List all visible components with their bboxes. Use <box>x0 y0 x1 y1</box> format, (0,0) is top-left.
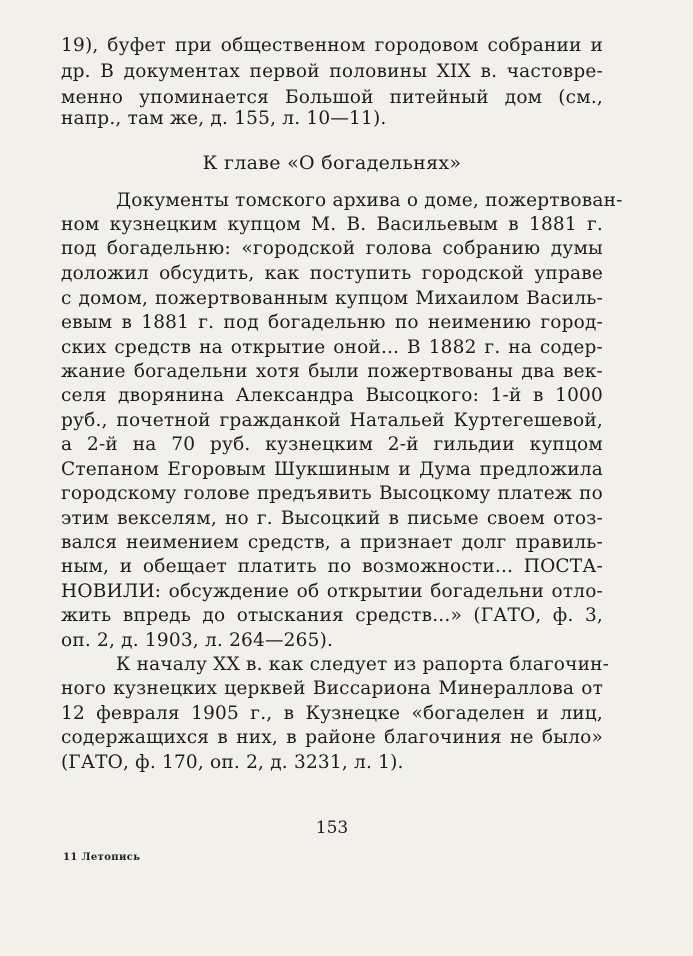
text-line: 12 февраля 1905 г., в Кузнецке «богаделен и лиц, <box>61 703 603 724</box>
text-line: ным, и обещает платить по возможности... ПОСТА- <box>61 556 603 577</box>
text-line: напр., там же, д. 155, л. 10—11). <box>61 108 387 129</box>
text-line: (ГАТО, ф. 170, оп. 2, д. 3231, л. 1). <box>61 752 404 773</box>
text-line: этим векселям, но г. Высоцкий в письме своем отоз- <box>61 508 603 529</box>
text-line: с домом, пожертвованным купцом Михаилом Василь- <box>61 288 603 309</box>
text-line: НОВИЛИ: обсуждение об открытии богадельни отло- <box>61 581 603 602</box>
text-line: ном кузнецким купцом М. В. Васильевым в 1881 г. <box>61 214 603 235</box>
text-line: Документы томского архива о доме, пожертвован- <box>116 190 623 211</box>
text-line: ских средств на открытие оной... В 1882 г. на содер- <box>61 337 603 358</box>
page-number: 153 <box>315 818 349 838</box>
text-line: К началу XX в. как следует из рапорта благочин- <box>116 654 610 675</box>
text-line: Степаном Егоровым Шукшиным и Дума предложила <box>61 459 603 480</box>
text-line: жить впредь до отыскания средств...» (ГАТО, ф. 3, <box>61 605 603 626</box>
text-line: содержащихся в них, в районе благочиния не было» <box>61 727 603 748</box>
text-line: руб., почетной гражданкой Натальей Куртегешевой, <box>61 410 603 431</box>
text-line: ного кузнецких церквей Виссариона Минераллова от <box>61 678 603 699</box>
text-line: селя дворянина Александра Высоцкого: 1-й в 1000 <box>61 385 603 406</box>
text-line: городскому голове предъявить Высоцкому платеж по <box>61 483 603 504</box>
section-heading: К главе «О богадельнях» <box>202 152 462 174</box>
printer-signature: 11 Летопись <box>63 852 141 863</box>
book-page <box>61 0 623 956</box>
text-line: жание богадельни хотя были пожертвованы два век- <box>61 361 603 382</box>
text-line: доложил обсудить, как поступить городской управе <box>61 263 603 284</box>
text-line: оп. 2, д. 1903, л. 264—265). <box>61 630 334 651</box>
text-line: а 2-й на 70 руб. кузнецким 2-й гильдии купцом <box>61 434 603 455</box>
text-line: под богадельню: «городской голова собранию думы <box>61 238 603 259</box>
text-line: др. В документах первой половины XIX в. частовре- <box>61 61 603 82</box>
text-line: 19), буфет при общественном городовом собрании и <box>61 35 603 56</box>
text-line: вался неимением средств, а признает долг правиль- <box>61 532 603 553</box>
text-line: менно упоминается Большой питейный дом (см., <box>61 87 603 108</box>
text-line: евым в 1881 г. под богадельню по неимению город- <box>61 312 603 333</box>
